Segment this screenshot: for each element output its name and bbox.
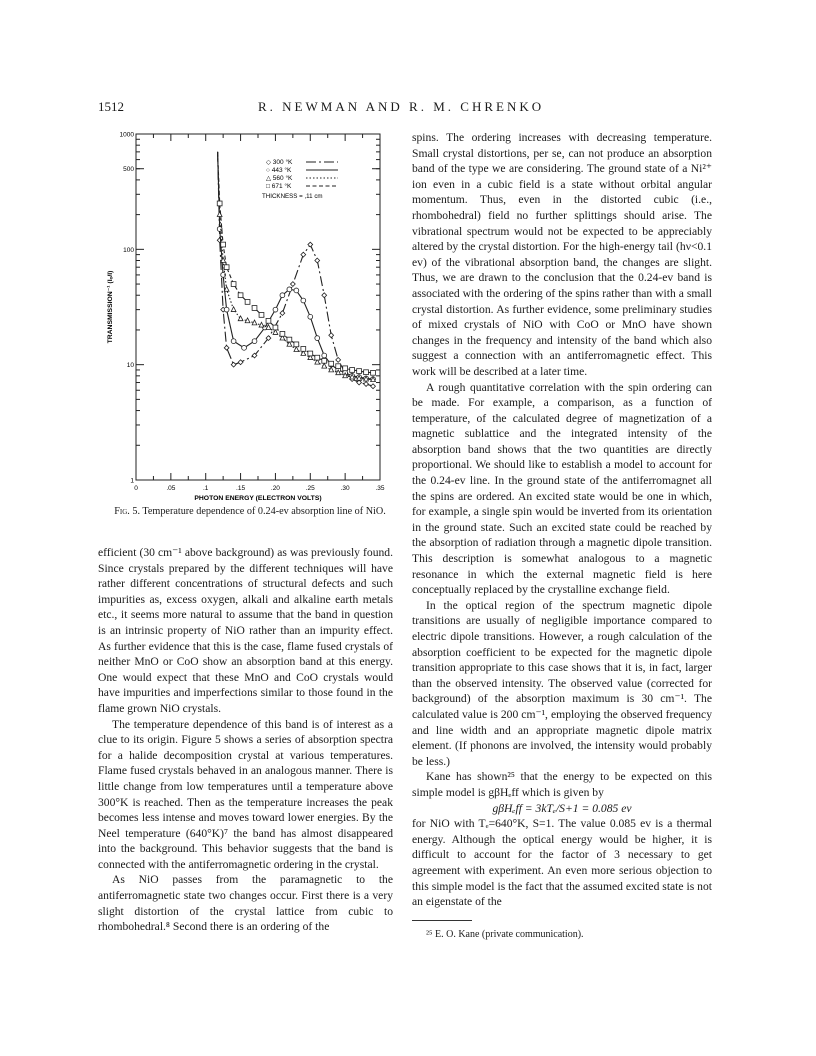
data-point bbox=[224, 265, 229, 270]
y-tick-label: 1000 bbox=[119, 131, 134, 139]
data-point bbox=[371, 370, 376, 375]
paragraph: spins. The ordering increases with decreasing temperature. Small crystal distortions, per se, can not produce an absorption band of the type we are considering. The ground state of a Ni²⁺ ion even in a cubic field is a state without orbital angular momentum. Thus, even in the distorted cubic (i.e., rhombohedral) field no further splittings should arise. The vibrational spectrum would not be expected to be appreciably altered by the crystal distortion. For the high-energy tail (hν<0.1 ev) of the vibrational absorption band, the changes are slight. Thus, we are drawn to the conclusion that the 0.24-ev band is associated with the ordering of the spins rather than with a small crystal distortion. As further evidence, some preliminary studies of mixed crystals of NiO with CoO or MnO have shown changes in the frequency and intensity of the band which also suggest a connection with an antiferromagnetic effect. This work will be described at a later time. bbox=[412, 131, 712, 378]
data-point bbox=[294, 342, 299, 347]
legend-label: ◇ 300 °K bbox=[266, 159, 293, 166]
caption-text: Temperature dependence of 0.24-ev absorption line of NiO. bbox=[142, 506, 386, 517]
footnote: ²⁵ E. O. Kane (private communication). bbox=[426, 928, 584, 940]
right-column bbox=[412, 130, 712, 942]
data-point bbox=[294, 347, 299, 352]
paragraph: As NiO passes from the paramagnetic to the antiferromagnetic state two changes occur. First there is a very slight distortion of the crystal lattice from cubic to rhombohedral.⁸ Second there is an ordering of the bbox=[98, 873, 393, 934]
data-point bbox=[273, 330, 278, 335]
x-tick-label: .25 bbox=[305, 485, 315, 492]
data-point bbox=[238, 293, 243, 298]
data-point bbox=[287, 337, 292, 342]
data-point bbox=[357, 380, 362, 385]
data-point bbox=[371, 384, 376, 389]
y-tick-label: 100 bbox=[123, 246, 134, 254]
page-number: 1512 bbox=[98, 99, 124, 114]
data-point bbox=[322, 353, 327, 358]
running-head: R. NEWMAN AND R. M. CHRENKO bbox=[258, 99, 545, 114]
data-point bbox=[224, 307, 229, 312]
data-point bbox=[301, 252, 306, 257]
data-point bbox=[315, 336, 320, 341]
x-tick-label: 0 bbox=[134, 485, 138, 492]
legend-label: ○ 443 °K bbox=[266, 167, 292, 174]
paragraph: for NiO with Tₑ=640°K, S=1. The value 0.085 ev is a thermal energy. Although the optical energy would be higher, it is difficult to account for the factor of 3 necessary to get agreement with experiment. An even more serious objection to this simple model is the fact that the assumed excited state is not an eigenstate of the bbox=[412, 817, 712, 909]
data-point bbox=[217, 227, 222, 232]
data-point bbox=[322, 293, 327, 298]
data-point bbox=[252, 306, 257, 311]
x-tick-label: .20 bbox=[270, 485, 280, 492]
data-point bbox=[231, 307, 236, 312]
data-point bbox=[231, 339, 236, 344]
x-tick-label: .30 bbox=[340, 485, 350, 492]
data-point bbox=[221, 242, 226, 247]
data-point bbox=[273, 325, 278, 330]
legend-label: □ 671 °K bbox=[266, 183, 292, 190]
y-tick-label: 1 bbox=[130, 477, 134, 485]
data-point bbox=[329, 361, 334, 366]
data-point bbox=[343, 366, 348, 371]
data-point bbox=[252, 339, 257, 344]
data-point bbox=[217, 212, 222, 217]
x-tick-label: .15 bbox=[236, 485, 246, 492]
x-tick-label: .35 bbox=[375, 485, 385, 492]
data-point bbox=[224, 345, 229, 350]
data-point bbox=[252, 320, 257, 325]
figure-5 bbox=[98, 128, 394, 504]
data-point bbox=[259, 313, 264, 318]
y-tick-label: 10 bbox=[126, 362, 134, 370]
data-point bbox=[329, 333, 334, 338]
data-point bbox=[280, 293, 285, 298]
data-point bbox=[308, 351, 313, 356]
left-column bbox=[98, 545, 393, 935]
data-point bbox=[364, 370, 369, 375]
data-point bbox=[287, 287, 292, 292]
data-point bbox=[301, 298, 306, 303]
paragraph: In the optical region of the spectrum magnetic dipole transitions are usually of negligible importance compared to electric dipole transitions. However, a rough calculation of the absorption coefficient to be expected for the magnetic dipole transition appropriate to this case shows that it is, in fact, larger than the observed intensity. The observed value (corrected for background) of the absorption maximum is 30 cm⁻¹. The calculated value is 200 cm⁻¹, employing the observed frequency and line width and an appropriate magnetic dipole matrix element. (If phonons are involved, the intensity would probably be less.) bbox=[412, 598, 712, 768]
paragraph: efficient (30 cm⁻¹ above background) as was previously found. Since crystals prepared by the different techniques will have rather different concentrations of structural defects and such impurities as, excess oxygen, alkali and alkaline earth metals etc., it seems more natural to assume that the band in question is an intrinsic property of NiO rather than an impurity effect. As further evidence that this is the case, flame fused crystals of neither MnO or CoO show an absorption band at this energy. One would expect that these MnO and CoO crystals would have impurities and imperfections similar to those found in the flame grown NiO crystals. bbox=[98, 546, 393, 715]
footnote-rule bbox=[412, 920, 472, 921]
plot-frame bbox=[136, 134, 380, 480]
data-point bbox=[315, 258, 320, 263]
data-point bbox=[242, 345, 247, 350]
data-point bbox=[308, 314, 313, 319]
data-point bbox=[259, 322, 264, 327]
data-point bbox=[245, 300, 250, 305]
figure-caption bbox=[106, 506, 394, 519]
data-point bbox=[315, 355, 320, 360]
x-tick-label: .05 bbox=[166, 485, 176, 492]
data-point bbox=[336, 357, 341, 362]
data-point bbox=[364, 382, 369, 387]
absorption-chart bbox=[98, 128, 394, 504]
data-point bbox=[273, 307, 278, 312]
data-point bbox=[266, 318, 271, 323]
data-point bbox=[350, 368, 355, 373]
data-point bbox=[231, 282, 236, 287]
paragraph: A rough quantitative correlation with the spin ordering can be made. For example, a comparison, as a function of temperature, of the calculated degree of magnetization of a magnetic sublattice and the integrated intensity of the absorption band shows that the two quantities are directly proportional. We should like to establish a model to account for the 0.24-ev line. In the ground state of the antiferromagnet all the spins are ordered. An excited state would be one in which, for example, a single spin would be inverted from its orientation in the ground state. Such an excited state could be reached by the absorption of radiation through a magnetic dipole transition. This description is somewhat analogous to a magnetic resonance in which the external magnetic field is here conceptually replaced by the crystalline exchange field. bbox=[412, 380, 712, 597]
data-point bbox=[290, 282, 295, 287]
legend-label: △ 560 °K bbox=[266, 175, 293, 182]
paragraph: The temperature dependence of this band is of interest as a clue to its origin. Figure 5 shows a series of absorption spectra for a halide decomposition crystal at various temperatures. Flame fused crystals behaved in an analogous manner. There is little change from low temperatures until a temperature above 300°K is reached. Then as the temperature increases the peak becomes less intense and moves toward lower energies. By the Neel temperature (640°K)⁷ the band has almost disappeared into the background. This behavior suggests that the band is connected with the antiferromagnetic ordering in the crystal. bbox=[98, 717, 393, 871]
caption-label: Fig. 5. bbox=[114, 506, 140, 517]
paragraph: Kane has shown²⁵ that the energy to be expected on this simple model is gβHₑff which is given by bbox=[412, 770, 712, 799]
data-point bbox=[357, 369, 362, 374]
thickness-note: THICKNESS = ,11 cm bbox=[262, 193, 323, 200]
data-point bbox=[231, 362, 236, 367]
x-tick-label: .1 bbox=[203, 485, 209, 492]
data-point bbox=[217, 201, 222, 206]
y-axis-label: TRANSMISSION⁻¹ (Iₒ/I) bbox=[107, 270, 114, 344]
data-point bbox=[280, 331, 285, 336]
series-line-square bbox=[218, 152, 373, 373]
x-axis-label: PHOTON ENERGY (ELECTRON VOLTS) bbox=[194, 495, 322, 502]
y-tick-label: 500 bbox=[123, 166, 134, 174]
data-point bbox=[301, 346, 306, 351]
data-point bbox=[322, 358, 327, 363]
equation: gβHₑff = 3kTₑ/S+1 = 0.085 ev bbox=[492, 801, 632, 815]
data-point bbox=[294, 288, 299, 293]
data-point bbox=[238, 360, 243, 365]
data-point bbox=[280, 311, 285, 316]
data-point bbox=[336, 364, 341, 369]
